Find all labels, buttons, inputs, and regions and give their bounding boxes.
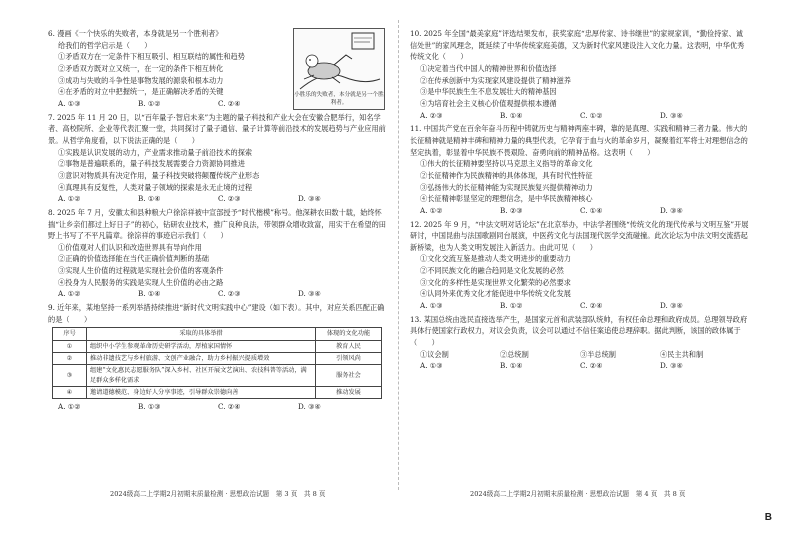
- table-cell: 引领风尚: [316, 353, 382, 365]
- choice-c: C. ②③: [218, 289, 241, 299]
- choice-d: D. ③④: [660, 361, 683, 371]
- choice-b: B. ①③: [138, 402, 161, 412]
- question-10: [410, 28, 750, 121]
- question-9-stem: 9. 近年来，某地坚持一系列举措持续推进“新时代文明实践中心”建设（如下表）。其中，对应关系匹配正确的是（ ）: [48, 303, 385, 324]
- question-7: [48, 112, 388, 205]
- question-12-choices: [410, 300, 750, 312]
- choice-d: D. ③④: [298, 289, 321, 299]
- question-7-option: ②事物是普遍联系的，量子科技发展需要合力资源协同推进: [58, 159, 245, 169]
- table-cell: 推动发展: [316, 386, 382, 398]
- choice-b: B. ①④: [500, 110, 523, 120]
- table-row: [53, 353, 382, 365]
- center-divider: [398, 20, 399, 490]
- table-cell: 推动非遗技艺与乡村旅游、文创产业融合，助力乡村振兴提质增效: [87, 353, 316, 365]
- question-8: [48, 207, 388, 300]
- table-row: [53, 365, 382, 387]
- choice-b: B. ①②: [138, 98, 161, 108]
- option-item: ①议会制: [420, 349, 449, 359]
- question-11-option: ③弘扬伟大的长征精神能为实现民族复兴提供精神动力: [420, 182, 593, 192]
- choice-b: B. ②③: [500, 205, 523, 215]
- question-10-option: ①决定着当代中国人的精神世界和价值选择: [420, 63, 557, 73]
- choice-b: B. ①④: [138, 289, 161, 299]
- page-3-column: [48, 28, 388, 415]
- question-8-option: ②正确的价值选择能在当代正确价值判断的基础: [58, 254, 209, 264]
- table-cell: 组织中小学生参观革命历史研学活动，厚植家国情怀: [87, 340, 316, 352]
- question-6-stem-line1: 6. 漫画《一个快乐的失败者，本身就是另一个胜利者》: [48, 29, 223, 38]
- table-cell: ②: [53, 353, 87, 365]
- question-8-choices: [48, 288, 388, 300]
- page-4-footer: 2024级高二上学期2月初期末质量检测 · 思想政治试题 第 4 页 共 8 页: [470, 490, 686, 498]
- choice-c: C. ②④: [218, 98, 241, 108]
- option-item: ②总统制: [500, 349, 529, 359]
- question-9-table: [52, 327, 382, 399]
- question-6-option: ②矛盾双方既对立又统一，在一定的条件下相互转化: [58, 63, 224, 73]
- choice-a: A. ①③: [420, 361, 443, 371]
- question-12-option: ④认同外来优秀文化才能促进中华传统文化发展: [420, 289, 571, 299]
- choice-a: A. ①②: [58, 289, 81, 299]
- question-12-option: ③文化的多样性是实现世界文化繁荣的必然要求: [420, 277, 571, 287]
- choice-b: B. ①④: [500, 361, 523, 371]
- choice-d: D. ③④: [660, 301, 683, 311]
- cartoon-caption: 小胜乐的失败者，本分就是另一个胜利者。: [294, 92, 384, 106]
- question-11-option: ②长征精神作为民族精神的具体体现，具有时代性特征: [420, 170, 593, 180]
- table-cell: 教育人民: [316, 340, 382, 352]
- choice-a: A. ①③: [58, 98, 81, 108]
- cartoon-drawing: [294, 29, 384, 95]
- choice-a: A. ①②: [58, 194, 81, 204]
- option-item: ④民主共和制: [660, 349, 704, 359]
- choice-c: C. ①②: [580, 110, 603, 120]
- page-3-footer: 2024级高二上学期2月初期末质量检测 · 思想政治试题 第 3 页 共 8 页: [110, 490, 326, 498]
- choice-c: C. ②④: [580, 361, 603, 371]
- question-6-option: ③成功与失败的斗争性是事物发展的源泉和根本动力: [58, 75, 224, 85]
- question-10-choices: [410, 110, 750, 122]
- question-6: [48, 28, 388, 110]
- question-9-choices: [48, 401, 388, 413]
- question-8-stem: 8. 2025 年 7 月，安徽太和县种粮大户徐淙祥被中宣部授予“时代楷模”称号。他深耕农田数十载，始终怀揣“让乡亲们都过上好日子”的初心，钻研农业技术，推广良种良法，带领群众增收致富，用实干在希望的田野上书写了不平凡篇章。徐淙祥的事迹启示我们（ ）: [48, 207, 386, 241]
- choice-a: A. ①②: [420, 205, 443, 215]
- choice-d: D. ③④: [298, 402, 321, 412]
- question-11-option: ④长征精神彰显坚定的理想信念，是中华民族精神核心: [420, 194, 593, 204]
- cartoon-image: [293, 28, 385, 110]
- table-header: 体现的文化功能: [316, 328, 382, 340]
- table-cell: ①: [53, 340, 87, 352]
- question-7-option: ③意识对物质具有决定作用，量子科技突破将颠覆传统产业形态: [58, 170, 260, 180]
- table-header: 采取的具体举措: [87, 328, 316, 340]
- question-11-option: ①伟大的长征精神要坚持以马克思主义指导的革命文化: [420, 159, 593, 169]
- question-10-stem: 10. 2025 年全国“最美家庭”评选结果发布，获奖家庭“忠厚传家、诗书继世”的家规家训，“勤俭持家、诚信处世”的家风理念，既延续了中华传统家庭美德，又为新时代家风建设注入文化力量。这表明，中华优秀传统文化（ ）: [410, 29, 745, 62]
- question-11: [410, 123, 750, 216]
- question-10-option: ②在传承创新中为实现家风建设提供了精神滋养: [420, 75, 571, 85]
- question-7-choices: [48, 193, 388, 205]
- question-6-option: ④在矛盾的对立中把握统一，是正确解决矛盾的关键: [58, 87, 224, 97]
- choice-c: C. ②④: [218, 402, 241, 412]
- question-10-option: ④为培育社会主义核心价值观提供根本遵循: [420, 98, 557, 108]
- choice-d: D. ③④: [298, 194, 321, 204]
- choice-a: A. ②③: [420, 110, 443, 120]
- table-cell: 服务社会: [316, 365, 382, 387]
- question-13: [410, 314, 750, 372]
- table-cell: ④: [53, 386, 87, 398]
- question-11-choices: [410, 205, 750, 217]
- question-7-option: ①实践是认识发展的动力，产业需求推动量子前沿技术的探索: [58, 147, 253, 157]
- table-row: [53, 340, 382, 352]
- page-4-column: [410, 28, 750, 374]
- table-row: [53, 386, 382, 398]
- question-6-option: ①矛盾双方在一定条件下相互吸引、相互联结的属性和趋势: [58, 52, 245, 62]
- question-8-option: ④投身为人民服务的实践是实现人生价值的必由之路: [58, 277, 224, 287]
- question-13-choices: [410, 360, 750, 372]
- question-8-option: ③实现人生价值的过程就是实现社会价值的客观条件: [58, 266, 224, 276]
- choice-d: D. ③④: [660, 110, 683, 120]
- question-7-stem: 7. 2025 年 11 月 20 日，以“百年量子·智启未来”为主题的量子科技和产业大会在安徽合肥举行，知名学者、高校院所、企业等代表汇聚一堂，共同探讨了量子通信、量子计算等前沿技术的发展趋势与产业应用前景。从哲学角度看，以下说法正确的是（ ）: [48, 112, 386, 145]
- choice-d: D. ③④: [660, 205, 683, 215]
- question-13-options: [410, 349, 750, 361]
- table-header: 序号: [53, 328, 87, 340]
- question-8-option: ①价值观对人们认识和改造世界具有导向作用: [58, 242, 202, 252]
- choice-c: C. ①④: [580, 205, 603, 215]
- choice-a: A. ①③: [420, 301, 443, 311]
- choice-c: C. ②④: [580, 301, 603, 311]
- question-11-stem: 11. 中国共产党在百余年奋斗历程中铸就历史与精神两座丰碑，靠的是真理、实践和精神三者力量。伟大的长征精神就是精神丰碑和精神力量的典型代表，它孕育于血与火的革命岁月，凝聚着红军将士对理想信念的坚定执着，彰显着中华民族不畏艰险、奋勇向前的精神品格。这表明（ ）: [410, 124, 748, 157]
- table-cell: 邀请道德模范、身边好人分享事迹，引导群众崇德向善: [87, 386, 316, 398]
- question-10-option: ③是中华民族生生不息发展壮大的精神基因: [420, 87, 557, 97]
- question-9: [48, 302, 388, 413]
- question-6-stem-line2: 给我们的哲学启示是（ ）: [58, 40, 152, 50]
- choice-c: C. ②③: [218, 194, 241, 204]
- question-7-option: ④真理具有反复性，人类对量子领域的探索是永无止境的过程: [58, 182, 253, 192]
- choice-a: A. ①②: [58, 402, 81, 412]
- table-header-row: [53, 328, 382, 340]
- question-12-stem: 12. 2025 年 9 月，“中法文明对话论坛”在北京举办，中法学者围绕“传统文化的现代传承与文明互鉴”开展研讨，中国昆曲与法国歌剧同台展演，中医药文化与法国现代医学交流碰撞。此次论坛为中法文明交流搭起新桥梁，也为人类文明发展注入新活力。由此可见（ ）: [410, 219, 749, 252]
- option-item: ③半总统制: [580, 349, 616, 359]
- question-12: [410, 219, 750, 312]
- table-cell: ③: [53, 365, 87, 387]
- choice-b: B. ①②: [500, 301, 523, 311]
- choice-b: B. ①④: [138, 194, 161, 204]
- question-12-option: ②不同民族文化的融合趋同是文化发展的必然: [420, 266, 564, 276]
- question-13-stem: 13. 某国总统由选民直接选举产生，是国家元首和武装部队统帅，有权任命总理和政府成员。总理领导政府具体行使国家行政权力，对议会负责，议会可以通过不信任案追使总理辞职。据此判断，该国的政体属于（ ）: [410, 314, 748, 348]
- corner-mark: B: [764, 512, 772, 523]
- table-cell: 组建“文化惠民志愿服务队”深入乡村、社区开展文艺演出、农技科普等活动，满足群众多样化需求: [87, 365, 316, 387]
- question-12-option: ①文化交流互鉴是推动人类文明进步的重要动力: [420, 254, 571, 264]
